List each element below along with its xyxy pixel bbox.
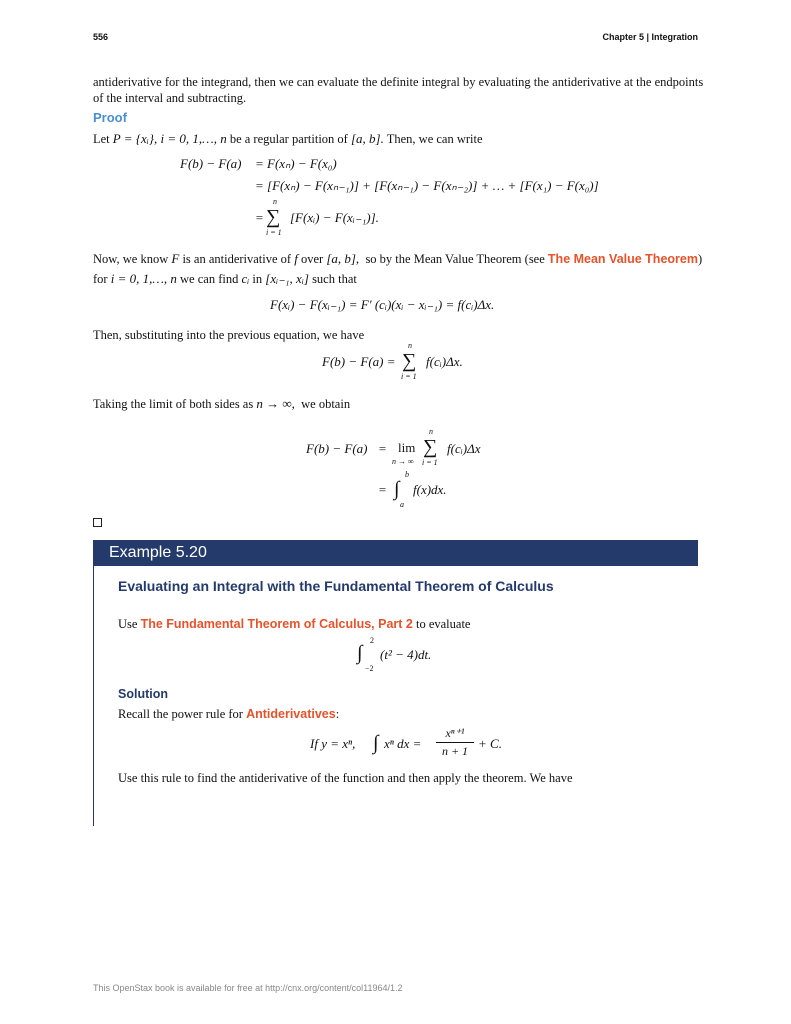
example-use-line — [118, 616, 470, 632]
text: in — [252, 272, 263, 286]
solution-heading: Solution — [118, 687, 168, 701]
eq4-sum-bot: i = 1 — [422, 458, 438, 467]
math: cᵢ — [241, 271, 250, 286]
recall-line — [118, 706, 339, 722]
example-header — [93, 540, 698, 566]
fraction-bar — [436, 742, 474, 743]
eq4-int-bot: a — [400, 500, 404, 509]
proof-para-2 — [93, 251, 702, 267]
math: n → ∞, — [256, 396, 295, 411]
proof-para-3 — [93, 271, 357, 287]
text: such that — [312, 272, 357, 286]
text: Then, we can write — [386, 132, 483, 146]
chapter-header: Chapter 5 | Integration — [602, 32, 698, 42]
antiderivatives-link[interactable]: Antiderivatives — [246, 707, 336, 721]
intro-line-1: antiderivative for the integrand, then we can evaluate the definite integral by evaluating the antiderivative at the endpoints — [93, 75, 704, 89]
math: f — [294, 251, 298, 266]
math: [a, b], — [326, 251, 360, 266]
text: : — [335, 707, 340, 721]
eq3-lhs: F(b) − F(a) = — [322, 354, 396, 369]
sum-icon: ∑ — [402, 350, 417, 372]
text: Let — [93, 132, 110, 146]
power-rule-c: + C. — [478, 736, 502, 751]
eq3-body: f(cᵢ)Δx. — [426, 354, 463, 369]
text: to evaluate — [415, 617, 471, 631]
eq1-row3-body: [F(xᵢ) − F(xᵢ₋₁)]. — [290, 210, 379, 225]
math-partition: P = {xᵢ}, i = 0, 1,…, n — [112, 131, 227, 146]
eq4-eq1: = — [378, 441, 387, 456]
intro-line-2: of the interval and subtracting. — [93, 91, 247, 105]
text: Use — [118, 617, 138, 631]
power-rule-numerator: xⁿ⁺¹ — [445, 726, 465, 740]
end-of-proof-icon — [93, 518, 102, 527]
footer-text: This OpenStax book is available for free at http://cnx.org/content/col11964/1.2 — [93, 983, 403, 993]
eq4-lim-sub: n → ∞ — [392, 457, 414, 466]
proof-heading: Proof — [93, 110, 127, 125]
math-interval: [a, b]. — [350, 131, 384, 146]
text: ) — [697, 252, 703, 266]
math: i = 0, 1,…, n — [110, 271, 177, 286]
eq1-sum-bot: i = 1 — [266, 228, 282, 237]
eq2: F(xᵢ) − F(xᵢ₋₁) = F′ (cᵢ)(xᵢ − xᵢ₋₁) = f(cᵢ)Δx. — [270, 297, 495, 312]
power-rule-b: xⁿ dx = — [384, 736, 422, 751]
eq4-lim: lim — [398, 440, 416, 455]
example-label: Example 5.20 — [109, 544, 207, 561]
last-line: Use this rule to find the antiderivative of the function and then apply the theorem. We have — [118, 771, 573, 785]
text: is an antiderivative of — [182, 252, 292, 266]
integral-lower: −2 — [365, 664, 374, 673]
eq4-int-body: f(x)dx. — [413, 482, 447, 497]
integral-icon: ∫ — [357, 642, 363, 664]
eq4-body: f(cᵢ)Δx — [447, 441, 481, 456]
integral-body: (t² − 4)dt. — [380, 647, 432, 662]
mean-value-theorem-link[interactable]: The Mean Value Theorem — [547, 252, 698, 266]
ftc-part-2-link[interactable]: The Fundamental Theorem of Calculus, Part 2 — [140, 617, 413, 631]
text: we obtain — [301, 397, 351, 411]
math: F — [171, 251, 180, 266]
eq4-int-top: b — [405, 470, 409, 479]
integral-icon: ∫ — [394, 478, 400, 500]
text: over — [300, 252, 324, 266]
text: Now, we know — [93, 252, 169, 266]
sum-icon: ∑ — [266, 206, 281, 228]
eq1-sum-top: n — [273, 197, 277, 206]
example-border — [93, 566, 94, 826]
eq4-lhs: F(b) − F(a) — [306, 441, 368, 456]
math: [xᵢ₋₁, xᵢ] — [265, 271, 309, 286]
eq3-sum-top: n — [408, 341, 412, 350]
eq4-eq2: = — [378, 482, 387, 497]
text: Recall the power rule for — [118, 707, 243, 721]
page-number: 556 — [93, 32, 109, 42]
power-rule-a: If y = xⁿ, — [310, 736, 356, 751]
eq4-sum-top: n — [429, 427, 433, 436]
text: be a regular partition of — [229, 132, 348, 146]
power-rule-denominator: n + 1 — [441, 744, 469, 758]
integral-icon: ∫ — [373, 732, 379, 754]
proof-para-4: Then, substituting into the previous equation, we have — [93, 328, 365, 342]
sum-icon: ∑ — [423, 436, 438, 458]
proof-para-5 — [93, 396, 350, 412]
text: we can find — [180, 272, 239, 286]
text: for — [93, 272, 108, 286]
eq1-row3-eq: = — [255, 210, 264, 225]
text: so by the Mean Value Theorem (see — [365, 252, 545, 266]
proof-para-1 — [93, 131, 483, 147]
text: Taking the limit of both sides as — [93, 397, 254, 411]
eq1-lhs: F(b) − F(a) — [180, 156, 242, 171]
eq1-row2: = [F(xₙ) − F(xₙ₋₁)] + [F(xₙ₋₁) − F(xₙ₋₂)] + … + [F(x₁) − F(x₀)] — [255, 178, 599, 193]
eq1-row1: = F(xₙ) − F(x₀) — [255, 156, 337, 171]
integral-upper: 2 — [370, 636, 374, 645]
eq3-sum-bot: i = 1 — [401, 372, 417, 381]
example-title: Evaluating an Integral with the Fundamental Theorem of Calculus — [118, 578, 554, 594]
